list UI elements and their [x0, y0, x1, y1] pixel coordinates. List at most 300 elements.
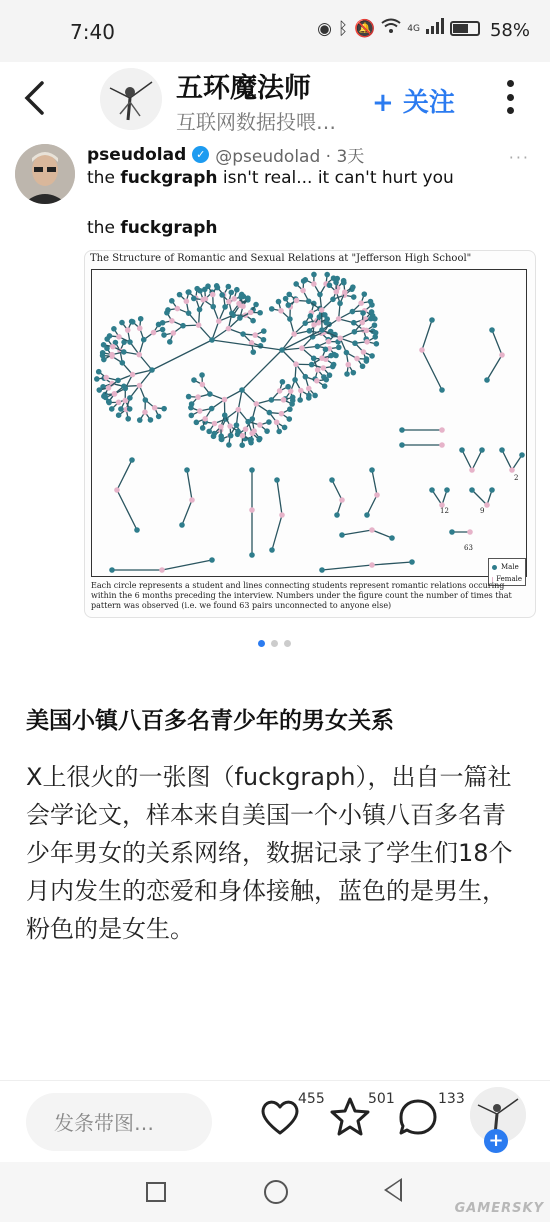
male-node: [283, 296, 289, 302]
relation-edge: [277, 480, 282, 515]
tweet-text-second: [87, 218, 218, 238]
male-node: [479, 447, 485, 453]
male-node: [137, 417, 143, 423]
female-node: [200, 297, 206, 303]
male-node: [489, 487, 495, 493]
male-node: [372, 334, 378, 340]
female-node: [137, 383, 143, 389]
network-figure: [91, 269, 527, 583]
female-node: [298, 388, 304, 394]
male-node: [322, 383, 328, 389]
female-node: [361, 349, 367, 355]
male-node: [287, 406, 293, 412]
male-node: [364, 512, 370, 518]
male-node: [219, 292, 225, 298]
male-node: [499, 447, 505, 453]
header: [0, 62, 550, 138]
male-node: [101, 393, 107, 399]
bottom-action-bar: [0, 1080, 550, 1162]
channel-title: 五环魔法师: [176, 73, 311, 104]
male-node: [276, 429, 282, 435]
comment-button[interactable]: [396, 1095, 440, 1143]
male-node: [297, 397, 303, 403]
female-node: [231, 296, 237, 302]
female-node: [467, 529, 473, 535]
relation-edge: [117, 460, 132, 490]
male-node: [191, 377, 197, 383]
male-node: [333, 279, 339, 285]
male-node: [449, 529, 455, 535]
male-node: [161, 332, 167, 338]
female-node: [484, 502, 490, 508]
female-node: [369, 562, 375, 568]
channel-avatar[interactable]: [100, 68, 162, 130]
male-node: [186, 310, 192, 316]
male-node: [285, 302, 291, 308]
female-node: [300, 288, 306, 294]
male-node: [185, 289, 191, 295]
relation-edge: [224, 390, 242, 400]
male-node: [240, 331, 246, 337]
relation-edge: [117, 490, 137, 530]
male-node: [323, 347, 329, 353]
female-node: [227, 423, 233, 429]
male-node: [179, 522, 185, 528]
female-node: [106, 385, 112, 391]
wifi-icon: [381, 18, 401, 39]
male-node: [134, 527, 140, 533]
female-node: [469, 467, 475, 473]
male-node: [121, 349, 127, 355]
pattern-count-label: 12: [440, 507, 449, 515]
favorite-button[interactable]: [328, 1095, 372, 1143]
female-node: [122, 398, 128, 404]
female-node: [315, 367, 321, 373]
female-node: [509, 467, 515, 473]
relation-edge: [472, 490, 487, 505]
male-node: [276, 299, 282, 305]
male-node: [315, 344, 321, 350]
male-node: [209, 406, 215, 412]
female-node: [216, 318, 222, 324]
back-button[interactable]: [22, 80, 56, 120]
female-node: [419, 347, 425, 353]
male-node: [267, 410, 273, 416]
female-node: [175, 306, 181, 312]
male-node: [351, 320, 357, 326]
male-node: [101, 342, 107, 348]
male-node: [222, 412, 228, 418]
male-node: [238, 294, 244, 300]
male-node: [245, 295, 251, 301]
female-node: [364, 328, 370, 334]
female-node: [279, 512, 285, 518]
female-node: [354, 356, 360, 362]
female-node: [337, 335, 343, 341]
male-node: [129, 457, 135, 463]
male-node: [239, 442, 245, 448]
male-node: [429, 317, 435, 323]
male-node: [211, 431, 217, 437]
female-node: [311, 281, 317, 287]
comment-count: 133: [438, 1091, 465, 1107]
male-node: [341, 280, 347, 286]
male-node: [107, 333, 113, 339]
female-node: [226, 299, 232, 305]
female-node: [369, 527, 375, 533]
home-button[interactable]: [264, 1180, 288, 1204]
male-node: [337, 301, 343, 307]
relation-edge: [152, 340, 212, 370]
watermark: GAMERSKY: [454, 1201, 544, 1216]
male-node: [101, 357, 107, 363]
male-node: [248, 437, 254, 443]
article-title: 美国小镇八百多名青少年的男女关系: [26, 708, 394, 734]
status-bar: [0, 0, 550, 62]
male-node: [444, 487, 450, 493]
legend-male-label: Male: [501, 563, 519, 571]
male-node: [156, 322, 162, 328]
relation-edge: [422, 320, 432, 350]
male-node: [489, 327, 495, 333]
male-node: [266, 419, 272, 425]
male-node: [250, 318, 256, 324]
male-node: [239, 387, 245, 393]
male-node: [130, 319, 136, 325]
male-node: [292, 377, 298, 383]
male-node: [312, 393, 318, 399]
male-node: [309, 362, 315, 368]
chevron-left-icon: [22, 80, 46, 116]
nav-back-button[interactable]: [384, 1178, 402, 1202]
heart-icon: [258, 1095, 302, 1139]
tweet-text2-pre: the: [87, 218, 121, 238]
figure-title: The Structure of Romantic and Sexual Relations at "Jefferson High School": [90, 253, 472, 264]
male-node: [226, 284, 232, 290]
male-node: [269, 397, 275, 403]
male-node: [519, 452, 525, 458]
female-node: [170, 330, 176, 336]
tweet-handle: @pseudolad · 3天: [215, 147, 365, 167]
more-options-button[interactable]: [504, 80, 516, 114]
pattern-count-label: 9: [480, 507, 485, 515]
male-node: [280, 379, 286, 385]
male-node: [334, 512, 340, 518]
male-node: [360, 310, 366, 316]
male-node: [210, 304, 216, 310]
male-node: [364, 356, 370, 362]
female-node: [112, 391, 118, 397]
male-node: [303, 374, 309, 380]
relation-edge: [242, 350, 282, 390]
male-node: [399, 427, 405, 433]
relation-edge: [212, 340, 282, 350]
female-node: [240, 303, 246, 309]
male-node: [311, 356, 317, 362]
female-node: [358, 300, 364, 306]
female-node: [218, 424, 224, 430]
male-node: [138, 316, 144, 322]
battery-percent: 58%: [489, 20, 530, 41]
male-node: [264, 428, 270, 434]
male-node: [330, 364, 336, 370]
male-node: [143, 397, 149, 403]
female-node: [277, 388, 283, 394]
male-node: [269, 306, 275, 312]
female-node: [222, 397, 228, 403]
male-node: [261, 337, 267, 343]
male-node: [96, 369, 102, 375]
pager-dot[interactable]: [284, 640, 291, 647]
figure-caption: Each circle represents a student and lines connecting students represent romantic relations occuring within the 6 months preceding the interview. Numbers under the figure count the number of times that pattern was observed (i.e. we found 63 pairs unconnected to anyone else): [91, 581, 512, 610]
female-node: [306, 386, 312, 392]
status-time: 7:40: [70, 20, 115, 44]
male-node: [194, 420, 200, 426]
female-node: [240, 433, 246, 439]
relation-edge: [238, 390, 242, 410]
male-node: [389, 535, 395, 541]
male-node: [261, 328, 267, 334]
female-node: [299, 345, 305, 351]
female-node: [321, 365, 327, 371]
follow-button[interactable]: + 关注: [372, 88, 455, 118]
female-node: [360, 320, 366, 326]
relation-edge: [342, 530, 372, 535]
tweet-more-icon[interactable]: ···: [508, 148, 530, 167]
male-node: [351, 294, 357, 300]
star-icon: [328, 1095, 372, 1139]
male-node: [352, 340, 358, 346]
relation-edge: [367, 495, 377, 515]
male-node: [324, 272, 330, 278]
female-node: [202, 416, 208, 422]
relation-edge: [282, 350, 296, 364]
male-node: [125, 416, 131, 422]
male-node: [319, 327, 325, 333]
relation-edge: [492, 330, 502, 355]
male-node: [189, 401, 195, 407]
network-label: 4G: [407, 23, 420, 34]
female-node: [235, 407, 241, 413]
male-node: [256, 437, 262, 443]
male-node: [215, 285, 221, 291]
image-pager: [258, 640, 291, 647]
tweet-author-row: [87, 142, 364, 167]
female-node: [169, 318, 175, 324]
female-node: [499, 352, 505, 358]
male-node: [209, 337, 215, 343]
female-node: [342, 289, 348, 295]
male-node: [191, 296, 197, 302]
male-node: [184, 467, 190, 473]
tweet-text-post: isn't real... it can't hurt you: [217, 168, 454, 188]
male-node: [116, 412, 122, 418]
dot-icon: [507, 107, 514, 114]
tweet-text: [87, 168, 454, 188]
male-node: [106, 399, 112, 405]
male-node: [352, 329, 358, 335]
female-node: [278, 308, 284, 314]
relation-edge: [187, 470, 192, 500]
male-node: [234, 422, 240, 428]
male-node: [361, 291, 367, 297]
male-node: [250, 349, 256, 355]
pager-dot[interactable]: [271, 640, 278, 647]
female-node: [109, 352, 115, 358]
female-node: [116, 400, 122, 406]
male-node: [286, 416, 292, 422]
relation-edge: [272, 515, 282, 550]
add-icon[interactable]: +: [484, 1129, 508, 1153]
battery-icon: [450, 21, 480, 36]
male-node: [118, 406, 124, 412]
female-node: [151, 330, 157, 336]
avatar-sketch-icon: [100, 68, 162, 130]
male-node: [197, 288, 203, 294]
mute-icon: 🔕: [354, 18, 376, 39]
female-node: [314, 378, 320, 384]
male-node: [302, 320, 308, 326]
male-node: [307, 328, 313, 334]
male-node: [207, 391, 213, 397]
tweet-author-name[interactable]: pseudolad: [87, 144, 187, 165]
male-node: [323, 377, 329, 383]
like-count: 455: [298, 1091, 325, 1107]
male-node: [228, 433, 234, 439]
female-node: [364, 339, 370, 345]
male-node: [469, 487, 475, 493]
relation-edge: [242, 390, 256, 404]
male-node: [253, 302, 259, 308]
male-node: [205, 283, 211, 289]
female-node: [114, 487, 120, 493]
male-node: [317, 292, 323, 298]
tweet-text-bold: fuckgraph: [120, 168, 218, 188]
female-node: [249, 430, 255, 436]
male-node: [344, 350, 350, 356]
male-node: [369, 302, 375, 308]
male-node: [169, 298, 175, 304]
male-node: [319, 567, 325, 573]
male-node: [149, 367, 155, 373]
female-node: [336, 316, 342, 322]
male-node: [439, 387, 445, 393]
female-node: [252, 332, 258, 338]
female-node: [142, 409, 148, 415]
male-node: [351, 370, 357, 376]
favorite-count: 501: [368, 1091, 395, 1107]
male-node: [209, 557, 215, 563]
male-node: [287, 316, 293, 322]
male-node: [109, 406, 115, 412]
comment-input[interactable]: 发条带图…: [26, 1093, 212, 1151]
male-node: [459, 447, 465, 453]
male-node: [123, 386, 129, 392]
relation-edge: [372, 562, 412, 565]
female-node: [279, 411, 285, 417]
relation-edge: [139, 355, 152, 370]
female-node: [125, 327, 131, 333]
female-node: [184, 298, 190, 304]
male-node: [237, 315, 243, 321]
female-node: [130, 372, 136, 378]
male-node: [289, 401, 295, 407]
male-node: [369, 467, 375, 473]
female-node: [311, 322, 317, 328]
female-node: [189, 497, 195, 503]
male-node: [324, 316, 330, 322]
male-node: [285, 384, 291, 390]
male-dot-icon: [492, 565, 497, 570]
male-node: [329, 477, 335, 483]
female-node: [374, 492, 380, 498]
male-node: [177, 292, 183, 298]
male-node: [350, 284, 356, 290]
male-node: [484, 377, 490, 383]
female-node: [152, 405, 158, 411]
male-node: [180, 323, 186, 329]
relation-edge: [322, 565, 372, 570]
recents-button[interactable]: [146, 1182, 166, 1202]
male-node: [279, 347, 285, 353]
pager-dot-active[interactable]: [258, 640, 265, 647]
male-node: [165, 307, 171, 313]
male-node: [200, 425, 206, 431]
male-node: [360, 363, 366, 369]
male-node: [344, 371, 350, 377]
male-node: [306, 393, 312, 399]
male-node: [160, 327, 166, 333]
male-node: [229, 311, 235, 317]
female-node: [197, 408, 203, 414]
male-node: [228, 290, 234, 296]
female-node: [110, 344, 116, 350]
dot-icon: [507, 80, 514, 87]
female-node: [200, 382, 206, 388]
male-node: [222, 304, 228, 310]
male-node: [115, 378, 121, 384]
female-node: [439, 442, 445, 448]
female-node: [159, 567, 165, 573]
male-node: [161, 406, 167, 412]
female-node: [291, 331, 297, 337]
male-node: [189, 413, 195, 419]
male-node: [369, 353, 375, 359]
male-node: [336, 345, 342, 351]
status-icons: [317, 18, 480, 39]
channel-subtitle: 互联网数据投喂…: [176, 110, 336, 134]
male-node: [308, 313, 314, 319]
female-node: [243, 426, 249, 432]
legend-female-label: Female: [496, 575, 522, 583]
male-node: [269, 547, 275, 553]
male-node: [429, 487, 435, 493]
bluetooth-icon: ᛒ: [337, 18, 349, 39]
figure-image[interactable]: [84, 250, 536, 618]
male-node: [374, 341, 380, 347]
female-node: [257, 422, 263, 428]
male-node: [186, 394, 192, 400]
male-node: [372, 322, 378, 328]
male-node: [249, 467, 255, 473]
male-node: [120, 360, 126, 366]
male-node: [156, 414, 162, 420]
male-node: [226, 442, 232, 448]
verified-badge-icon: ✓: [192, 146, 209, 163]
like-button[interactable]: [258, 1095, 302, 1143]
tweet-avatar[interactable]: [15, 144, 75, 204]
male-node: [327, 282, 333, 288]
